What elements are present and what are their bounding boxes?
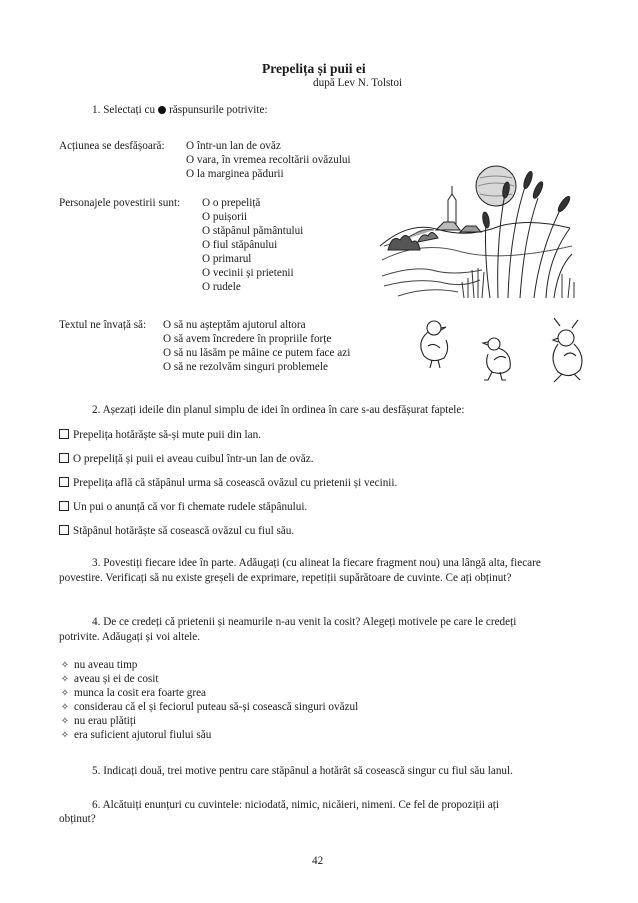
q1-text-before: 1. Selectați cu: [92, 104, 156, 116]
page-number: 42: [312, 855, 324, 867]
character-option-1[interactable]: O o prepeliță: [202, 197, 261, 209]
characters-label: Personajele povestirii sunt:: [59, 197, 181, 209]
character-option-3[interactable]: O stăpânul pământului: [202, 225, 304, 237]
q4-line-2: potrivite. Adăugați și voi altele.: [59, 631, 201, 643]
q1-text-after: răspunsurile potrivite:: [169, 104, 268, 116]
checkbox-icon[interactable]: [59, 453, 69, 463]
lesson-option-4[interactable]: O să ne rezolvăm singuri problemele: [163, 361, 328, 373]
q4-line-1: 4. De ce credeți că prietenii și neamurile n-au venit la cosit? Alegeți motivele pe care le credeți: [92, 616, 517, 628]
q4-item-text: nu erau plătiți: [74, 715, 137, 727]
q2-item-5[interactable]: [59, 525, 294, 539]
q4-item-4[interactable]: [59, 701, 358, 715]
q6-line-1: 6. Alcătuiți enunțuri cu cuvintele: niciodată, nimic, nicăieri, nimeni. Ce fel de propoziții ați: [92, 799, 499, 811]
lesson-option-3[interactable]: O să nu lăsăm pe mâine ce putem face azi: [163, 347, 351, 359]
q4-item-1[interactable]: [59, 659, 137, 673]
q2-item-2[interactable]: [59, 453, 314, 467]
author-line: după Lev N. Tolstoi: [313, 77, 403, 89]
q2-item-text: O prepeliță și puii ei aveau cuibul într-un lan de ovăz.: [73, 453, 314, 465]
character-option-2[interactable]: O puișorii: [202, 211, 248, 223]
q2-item-text: Un pui o anunță că vor fi chemate rudele stăpânului.: [73, 501, 308, 513]
q2-item-text: Prepelița hotărăște să-și mute puii din lan.: [73, 429, 261, 441]
q2-item-text: Prepelița află că stăpânul urma să cosească ovăzul cu prietenii și vecinii.: [73, 477, 398, 489]
four-point-star-icon: ✧: [60, 702, 70, 713]
q4-item-6[interactable]: [59, 729, 211, 743]
four-point-star-icon: ✧: [60, 660, 70, 671]
checkbox-icon[interactable]: [59, 429, 69, 439]
q4-item-text: considerau că el și feciorul puteau să-și cosească singuri ovăzul: [74, 701, 359, 713]
four-point-star-icon: ✧: [60, 688, 70, 699]
q5-text: 5. Indicați două, trei motive pentru care stăpânul a hotărât să cosească singur cu fiul său lanul.: [92, 765, 513, 777]
q2-item-4[interactable]: [59, 501, 307, 515]
action-option-2[interactable]: O vara, în vremea recoltării ovăzului: [186, 154, 351, 166]
q4-item-text: nu aveau timp: [74, 659, 138, 671]
four-point-star-icon: ✧: [60, 716, 70, 727]
q2-item-text: Stăpânul hotărăște să cosească ovăzul cu fiul său.: [73, 525, 295, 537]
q4-item-3[interactable]: [59, 687, 206, 701]
character-option-6[interactable]: O vecinii și prietenii: [202, 267, 294, 279]
four-point-star-icon: ✧: [60, 730, 70, 741]
q4-item-5[interactable]: [59, 715, 136, 729]
action-option-3[interactable]: O la marginea pădurii: [186, 168, 284, 180]
q4-item-text: munca la cosit era foarte grea: [74, 687, 206, 699]
action-label: Acțiunea se desfășoară:: [59, 140, 165, 152]
action-option-1[interactable]: O într-un lan de ovăz: [186, 140, 281, 152]
checkbox-icon[interactable]: [59, 477, 69, 487]
q2-item-3[interactable]: [59, 477, 397, 491]
q4-item-text: era suficient ajutorul fiului său: [74, 729, 212, 741]
lesson-label: Textul ne învață să:: [59, 319, 147, 331]
q4-item-text: aveau și ei de cosit: [74, 673, 159, 685]
page-title: Prepelița și puii ei: [262, 61, 366, 76]
four-point-star-icon: ✧: [60, 674, 70, 685]
filled-circle-icon: [158, 106, 166, 114]
chicks-illustration: [408, 316, 604, 388]
character-option-4[interactable]: O fiul stăpânului: [202, 239, 278, 251]
q2-heading: 2. Așezați ideile din planul simplu de idei în ordinea în care s-au desfășurat faptele:: [92, 404, 465, 416]
checkbox-icon[interactable]: [59, 525, 69, 535]
q4-item-2[interactable]: [59, 673, 159, 687]
character-option-7[interactable]: O rudele: [202, 281, 241, 293]
checkbox-icon[interactable]: [59, 501, 69, 511]
q1-heading: [92, 104, 268, 118]
landscape-illustration: [378, 150, 576, 300]
lesson-option-1[interactable]: O să nu așteptăm ajutorul altora: [163, 319, 306, 331]
q2-item-1[interactable]: [59, 429, 261, 443]
lesson-option-2[interactable]: O să avem încredere în propriile forțe: [163, 333, 332, 345]
q3-text: 3. Povestiți fiecare idee în parte. Adăugați (cu alineat la fiecare fragment nou) una lângă alta, fiecare povestire. Verificați să nu existe greșeli de exprimare, repetiții supărătoare de cuvinte. Ce ați obținut?: [59, 557, 541, 584]
q6-line-2: obținut?: [59, 813, 96, 825]
character-option-5[interactable]: O primarul: [202, 253, 252, 265]
